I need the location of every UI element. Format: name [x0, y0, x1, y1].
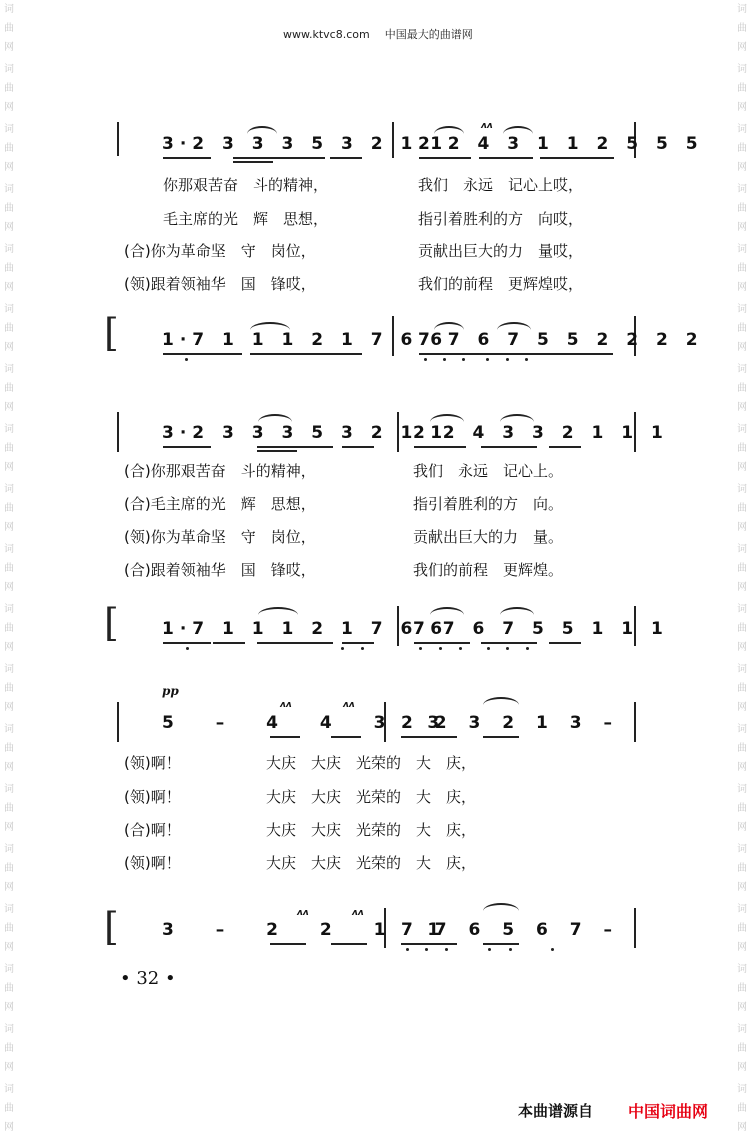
notes-lower-b: 7 7 6 7 5 5 1 1 1 — [413, 619, 669, 639]
slur — [434, 126, 464, 134]
watermark-char: 网 — [4, 882, 14, 893]
watermark-char: 词 — [737, 604, 747, 615]
lyric-line: (合)跟着领袖华 国 锋哎， — [124, 561, 316, 579]
watermark-char: 词 — [737, 4, 747, 15]
watermark-char: 网 — [737, 342, 747, 353]
watermark-char: 曲 — [4, 803, 14, 814]
watermark-char: 曲 — [4, 923, 14, 934]
octave-dot — [419, 647, 422, 650]
watermark-char: 曲 — [737, 83, 747, 94]
slur — [247, 126, 277, 134]
watermark-right — [735, 0, 749, 1147]
notes-upper-a: 3·2 3 3 3 5 3 2 1 1 — [162, 134, 449, 154]
lyric-line: (领)跟着领袖华 国 锋哎， — [124, 275, 316, 293]
octave-dot — [506, 358, 509, 361]
watermark-char: 网 — [737, 942, 747, 953]
watermark-char: 词 — [737, 1024, 747, 1035]
beam — [257, 450, 297, 452]
lyric-line: 指引着胜利的方 向哎， — [418, 210, 584, 228]
watermark-char: 曲 — [737, 23, 747, 34]
watermark-char: 词 — [4, 64, 14, 75]
lyric-line: 大庆 大庆 光荣的 大 庆， — [266, 754, 477, 772]
watermark-char: 词 — [737, 244, 747, 255]
beam — [419, 353, 613, 355]
beam — [414, 446, 466, 448]
watermark-char: 曲 — [737, 983, 747, 994]
watermark-char: 词 — [737, 424, 747, 435]
watermark-char: 词 — [4, 724, 14, 735]
source-label: 本曲谱源自 — [518, 1102, 594, 1120]
watermark-char: 曲 — [4, 563, 14, 574]
watermark-char: 网 — [737, 1062, 747, 1073]
system-bracket: [ — [104, 601, 119, 645]
beam — [270, 736, 300, 738]
dynamic-marking: pp — [162, 684, 179, 698]
octave-dot — [509, 948, 512, 951]
slur — [434, 322, 464, 330]
watermark-char: 曲 — [737, 923, 747, 934]
octave-dot — [406, 948, 409, 951]
watermark-char: 网 — [4, 42, 14, 53]
watermark-char: 网 — [737, 402, 747, 413]
watermark-char: 曲 — [737, 623, 747, 634]
slur — [430, 607, 464, 615]
lyric-line: 大庆 大庆 光荣的 大 庆， — [266, 788, 477, 806]
watermark-char: 曲 — [4, 143, 14, 154]
watermark-char: 词 — [4, 4, 14, 15]
beam — [481, 642, 537, 644]
watermark-char: 网 — [4, 822, 14, 833]
bar-line — [634, 702, 636, 742]
left-bar — [117, 412, 119, 452]
watermark-char: 词 — [4, 1024, 14, 1035]
lyric-line: (领)你为革命坚 守 岗位， — [124, 528, 316, 546]
watermark-char: 词 — [737, 904, 747, 915]
watermark-char: 网 — [737, 282, 747, 293]
watermark-char: 曲 — [737, 743, 747, 754]
watermark-char: 曲 — [737, 563, 747, 574]
site-url: www.ktvc8.com — [283, 28, 370, 41]
page-number: • 32 • — [120, 968, 176, 989]
beam — [210, 353, 242, 355]
watermark-char: 词 — [737, 124, 747, 135]
watermark-char: 曲 — [737, 1043, 747, 1054]
watermark-char: 曲 — [4, 83, 14, 94]
slur — [500, 414, 534, 422]
watermark-char: 词 — [737, 784, 747, 795]
watermark-char: 曲 — [737, 383, 747, 394]
octave-dot — [459, 647, 462, 650]
watermark-char: 网 — [737, 102, 747, 113]
watermark-char: 网 — [737, 1122, 747, 1133]
watermark-char: 网 — [4, 522, 14, 533]
watermark-char: 曲 — [4, 983, 14, 994]
watermark-char: 曲 — [4, 503, 14, 514]
watermark-char: 网 — [737, 522, 747, 533]
beam — [331, 943, 367, 945]
lyric-line: (领)啊！ — [124, 788, 181, 806]
watermark-char: 词 — [737, 364, 747, 375]
watermark-char: 网 — [4, 102, 14, 113]
watermark-char: 词 — [737, 724, 747, 735]
beam — [257, 446, 333, 448]
lyric-line: (合)啊！ — [124, 821, 181, 839]
watermark-char: 曲 — [737, 803, 747, 814]
mordent-mark: ʌʌ — [481, 121, 493, 131]
slur — [430, 414, 464, 422]
watermark-char: 词 — [4, 664, 14, 675]
beam — [549, 642, 581, 644]
watermark-char: 曲 — [4, 743, 14, 754]
beam — [401, 943, 457, 945]
watermark-char: 曲 — [4, 1043, 14, 1054]
mordent-mark: ʌʌ — [343, 700, 355, 710]
watermark-left — [2, 0, 16, 1147]
lyric-line: 你那艰苦奋 斗的精神， — [163, 176, 329, 194]
watermark-char: 网 — [737, 42, 747, 53]
bar-line — [634, 908, 636, 948]
notes-lower-b: 7 7 6 5 6 7 – — [401, 920, 620, 940]
notes-upper-b: 2 2 4 3 3 2 1 1 1 — [413, 423, 669, 443]
watermark-char: 网 — [4, 762, 14, 773]
mordent-mark: ʌʌ — [352, 908, 364, 918]
lyric-line: (领)啊！ — [124, 854, 181, 872]
watermark-char: 曲 — [737, 1103, 747, 1114]
watermark-char: 曲 — [4, 863, 14, 874]
beam — [330, 157, 362, 159]
watermark-char: 网 — [737, 582, 747, 593]
watermark-char: 词 — [737, 304, 747, 315]
watermark-char: 词 — [737, 664, 747, 675]
slur — [500, 607, 534, 615]
watermark-char: 曲 — [737, 863, 747, 874]
beam — [483, 943, 519, 945]
lyric-line: (领)啊！ — [124, 754, 181, 772]
watermark-char: 词 — [4, 484, 14, 495]
lyric-line: 贡献出巨大的力 量哎， — [418, 242, 584, 260]
page-header — [283, 26, 473, 42]
slur — [258, 414, 292, 422]
watermark-char: 网 — [737, 702, 747, 713]
system-bracket: [ — [104, 311, 119, 355]
beam — [233, 157, 325, 159]
watermark-char: 词 — [4, 244, 14, 255]
beam — [163, 353, 211, 355]
watermark-char: 词 — [737, 184, 747, 195]
slur — [503, 126, 533, 134]
octave-dot — [361, 647, 364, 650]
beam — [163, 157, 211, 159]
watermark-char: 网 — [737, 882, 747, 893]
left-bar — [117, 122, 119, 156]
watermark-char: 网 — [4, 582, 14, 593]
beam — [213, 642, 245, 644]
watermark-char: 曲 — [4, 203, 14, 214]
watermark-char: 曲 — [4, 323, 14, 334]
watermark-char: 词 — [4, 184, 14, 195]
watermark-char: 网 — [4, 942, 14, 953]
watermark-char: 词 — [4, 904, 14, 915]
notes-lower-a: 1·7 1 1 1 2 1 7 6 6 — [162, 330, 449, 350]
notes-lower-a: 3 – 2 2 1 1 — [162, 920, 458, 940]
watermark-char: 词 — [4, 304, 14, 315]
watermark-char: 词 — [4, 124, 14, 135]
watermark-char: 曲 — [4, 263, 14, 274]
beam — [257, 642, 333, 644]
beam — [342, 642, 374, 644]
watermark-char: 网 — [4, 702, 14, 713]
system-bracket: [ — [104, 905, 119, 949]
watermark-char: 词 — [4, 604, 14, 615]
watermark-char: 曲 — [737, 443, 747, 454]
watermark-char: 词 — [737, 484, 747, 495]
notes-upper-b: 2 2 3 2 1 3 – — [401, 713, 620, 733]
lyric-line: (合)你那艰苦奋 斗的精神， — [124, 462, 316, 480]
watermark-char: 曲 — [4, 683, 14, 694]
beam — [342, 446, 374, 448]
lyric-line: 我们的前程 更辉煌哎， — [418, 275, 584, 293]
watermark-char: 曲 — [4, 23, 14, 34]
watermark-char: 网 — [737, 1002, 747, 1013]
watermark-char: 词 — [4, 544, 14, 555]
lyric-line: 大庆 大庆 光荣的 大 庆， — [266, 854, 477, 872]
watermark-char: 词 — [4, 364, 14, 375]
watermark-char: 词 — [4, 784, 14, 795]
watermark-char: 网 — [4, 222, 14, 233]
beam — [414, 642, 470, 644]
watermark-char: 曲 — [4, 1103, 14, 1114]
watermark-char: 词 — [4, 844, 14, 855]
watermark-char: 网 — [4, 1002, 14, 1013]
beam — [270, 943, 306, 945]
watermark-char: 曲 — [737, 323, 747, 334]
lyric-line: 毛主席的光 辉 思想， — [163, 210, 329, 228]
lyric-line: 大庆 大庆 光荣的 大 庆， — [266, 821, 477, 839]
slur — [497, 322, 531, 330]
watermark-char: 曲 — [737, 143, 747, 154]
notes-lower-a: 1·7 1 1 1 2 1 7 6 6 — [162, 619, 449, 639]
watermark-char: 网 — [737, 222, 747, 233]
watermark-char: 网 — [4, 282, 14, 293]
slur — [483, 903, 519, 911]
slur — [258, 607, 298, 615]
beam — [331, 736, 361, 738]
slur — [250, 322, 290, 330]
beam — [540, 157, 614, 159]
lyric-line: (合)毛主席的光 辉 思想， — [124, 495, 316, 513]
watermark-char: 曲 — [737, 683, 747, 694]
notes-upper-b: 2 2 4 3 1 1 2 5 5 5 — [418, 134, 704, 154]
octave-dot — [487, 647, 490, 650]
octave-dot — [425, 948, 428, 951]
beam — [479, 157, 533, 159]
watermark-char: 词 — [737, 1084, 747, 1095]
lyric-line: 我们 永远 记心上。 — [413, 462, 564, 480]
watermark-char: 网 — [4, 402, 14, 413]
watermark-char: 词 — [737, 64, 747, 75]
octave-dot — [551, 948, 554, 951]
watermark-char: 词 — [4, 964, 14, 975]
octave-dot — [525, 358, 528, 361]
beam — [163, 642, 211, 644]
lyric-line: (合)你为革命坚 守 岗位， — [124, 242, 316, 260]
octave-dot — [443, 358, 446, 361]
watermark-char: 网 — [737, 642, 747, 653]
octave-dot — [445, 948, 448, 951]
watermark-char: 网 — [4, 342, 14, 353]
watermark-char: 曲 — [4, 623, 14, 634]
watermark-char: 网 — [737, 822, 747, 833]
watermark-char: 曲 — [4, 443, 14, 454]
beam — [419, 157, 471, 159]
octave-dot — [186, 647, 189, 650]
beam — [163, 446, 211, 448]
notes-lower-b: 7 7 6 7 5 5 2 2 2 2 — [418, 330, 704, 350]
left-bar — [117, 702, 119, 742]
beam — [250, 353, 362, 355]
watermark-char: 曲 — [737, 263, 747, 274]
octave-dot — [526, 647, 529, 650]
octave-dot — [462, 358, 465, 361]
octave-dot — [341, 647, 344, 650]
watermark-char: 词 — [737, 964, 747, 975]
watermark-char: 网 — [737, 162, 747, 173]
watermark-char: 网 — [4, 162, 14, 173]
watermark-char: 词 — [737, 844, 747, 855]
watermark-char: 词 — [737, 544, 747, 555]
site-slogan: 中国最大的曲谱网 — [384, 28, 473, 41]
octave-dot — [506, 647, 509, 650]
slur — [483, 697, 519, 705]
lyric-line: 指引着胜利的方 向。 — [413, 495, 564, 513]
watermark-char: 网 — [737, 762, 747, 773]
beam — [481, 446, 537, 448]
beam — [233, 161, 273, 163]
brand-name: 中国词曲网 — [628, 1102, 709, 1121]
octave-dot — [439, 647, 442, 650]
watermark-char: 词 — [4, 424, 14, 435]
lyric-line: 我们 永远 记心上哎， — [418, 176, 584, 194]
octave-dot — [185, 358, 188, 361]
watermark-char: 网 — [4, 462, 14, 473]
lyric-line: 我们的前程 更辉煌。 — [413, 561, 564, 579]
watermark-char: 网 — [4, 1122, 14, 1133]
mordent-mark: ʌʌ — [280, 700, 292, 710]
octave-dot — [424, 358, 427, 361]
notes-upper-a: 5 – 4 4 3 3 — [162, 713, 458, 733]
watermark-char: 曲 — [4, 383, 14, 394]
watermark-char: 词 — [4, 1084, 14, 1095]
watermark-char: 网 — [4, 642, 14, 653]
lyric-line: 贡献出巨大的力 量。 — [413, 528, 564, 546]
octave-dot — [488, 948, 491, 951]
notes-upper-a: 3·2 3 3 3 5 3 2 1 1 — [162, 423, 449, 443]
mordent-mark: ʌʌ — [297, 908, 309, 918]
watermark-char: 网 — [4, 1062, 14, 1073]
beam — [549, 446, 581, 448]
octave-dot — [486, 358, 489, 361]
beam — [483, 736, 519, 738]
watermark-char: 网 — [737, 462, 747, 473]
watermark-char: 曲 — [737, 503, 747, 514]
beam — [401, 736, 457, 738]
watermark-char: 曲 — [737, 203, 747, 214]
